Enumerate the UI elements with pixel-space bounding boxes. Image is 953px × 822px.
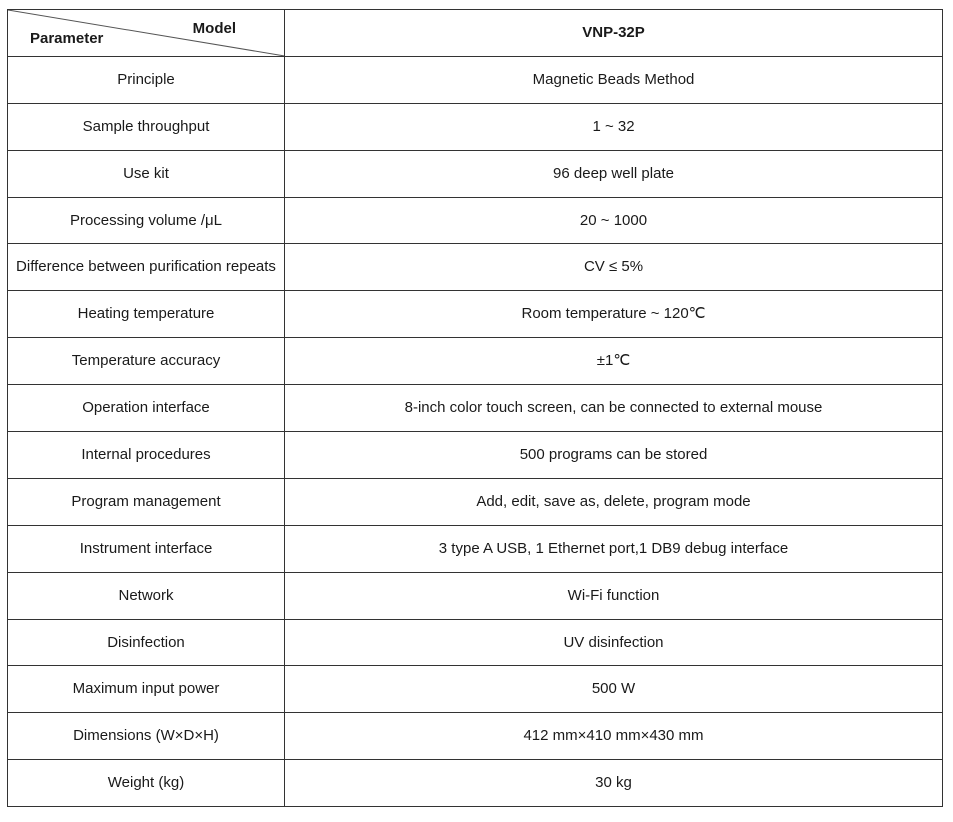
value-cell: 20 ~ 1000 xyxy=(285,197,943,244)
table-row xyxy=(8,103,943,150)
value-cell: Magnetic Beads Method xyxy=(285,56,943,103)
parameter-cell: Processing volume /μL xyxy=(8,197,285,244)
parameter-cell: Principle xyxy=(8,56,285,103)
table-row xyxy=(8,56,943,103)
parameter-cell: Temperature accuracy xyxy=(8,338,285,385)
header-diagonal-cell xyxy=(8,10,285,57)
table-row xyxy=(8,666,943,713)
value-cell: 500 programs can be stored xyxy=(285,432,943,479)
table-row xyxy=(8,338,943,385)
spec-table xyxy=(7,9,943,807)
model-header-label: Model xyxy=(192,20,236,37)
parameter-cell: Dimensions (W×D×H) xyxy=(8,713,285,760)
value-cell: 8-inch color touch screen, can be connected to external mouse xyxy=(285,385,943,432)
value-cell: Wi-Fi function xyxy=(285,572,943,619)
parameter-cell: Instrument interface xyxy=(8,525,285,572)
table-row xyxy=(8,713,943,760)
spec-table-body xyxy=(8,10,943,807)
value-cell: 412 mm×410 mm×430 mm xyxy=(285,713,943,760)
parameter-cell: Program management xyxy=(8,478,285,525)
value-cell: 96 deep well plate xyxy=(285,150,943,197)
table-row xyxy=(8,432,943,479)
value-cell: 500 W xyxy=(285,666,943,713)
parameter-cell: Difference between purification repeats xyxy=(8,244,285,291)
header-row xyxy=(8,10,943,57)
table-row xyxy=(8,385,943,432)
value-cell: 1 ~ 32 xyxy=(285,103,943,150)
value-cell: Add, edit, save as, delete, program mode xyxy=(285,478,943,525)
table-row xyxy=(8,197,943,244)
parameter-cell: Use kit xyxy=(8,150,285,197)
table-row xyxy=(8,760,943,807)
table-row xyxy=(8,572,943,619)
table-row xyxy=(8,244,943,291)
model-name-cell: VNP-32P xyxy=(285,10,943,57)
parameter-cell: Sample throughput xyxy=(8,103,285,150)
value-cell: CV ≤ 5% xyxy=(285,244,943,291)
parameter-header-label: Parameter xyxy=(30,29,104,47)
parameter-cell: Heating temperature xyxy=(8,291,285,338)
parameter-cell: Disinfection xyxy=(8,619,285,666)
parameter-cell: Network xyxy=(8,572,285,619)
parameter-cell: Maximum input power xyxy=(8,666,285,713)
value-cell: UV disinfection xyxy=(285,619,943,666)
table-row xyxy=(8,525,943,572)
value-cell: 30 kg xyxy=(285,760,943,807)
parameter-cell: Internal procedures xyxy=(8,432,285,479)
value-cell: Room temperature ~ 120℃ xyxy=(285,291,943,338)
value-cell: ±1℃ xyxy=(285,338,943,385)
table-row xyxy=(8,291,943,338)
parameter-cell: Weight (kg) xyxy=(8,760,285,807)
table-row xyxy=(8,619,943,666)
value-cell: 3 type A USB, 1 Ethernet port,1 DB9 debug interface xyxy=(285,525,943,572)
table-row xyxy=(8,478,943,525)
table-row xyxy=(8,150,943,197)
parameter-cell: Operation interface xyxy=(8,385,285,432)
